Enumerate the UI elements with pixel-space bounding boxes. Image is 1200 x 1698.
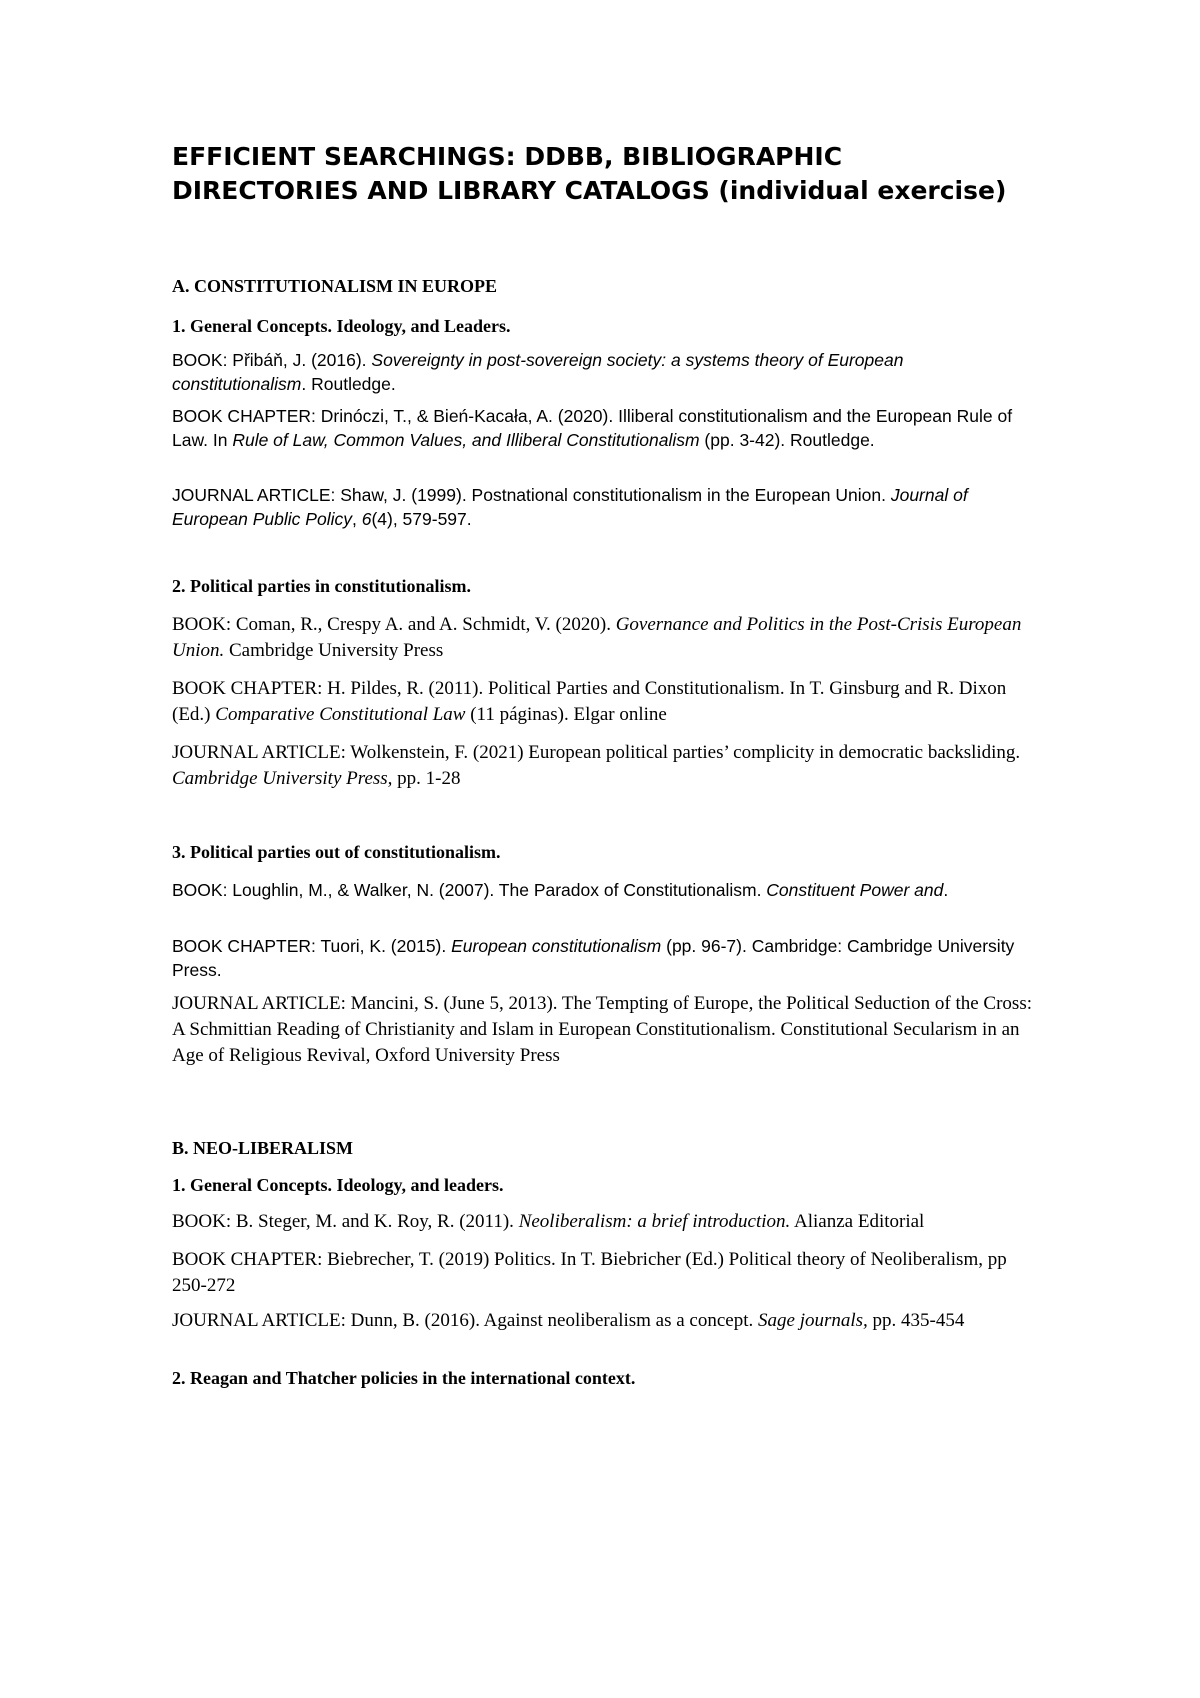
section-a-sub3-book: BOOK: Loughlin, M., & Walker, N. (2007). The Paradox of Constitutionalism. Constituent Power and. xyxy=(172,880,949,900)
section-b-sub2-heading: 2. Reagan and Thatcher policies in the international context. xyxy=(172,1368,636,1388)
section-b-sub1-article: JOURNAL ARTICLE: Dunn, B. (2016). Against neoliberalism as a concept. Sage journals, pp. 435-454 xyxy=(172,1310,965,1331)
section-a-sub3-article: JOURNAL ARTICLE: Mancini, S. (June 5, 2013). The Tempting of Europe, the Political Seduction of the Cross: A Schmittian Reading of Christianity and Islam in European Constitutionalism. Constitutional Secularism in an Age of Religious Revival, Oxford University Press xyxy=(172,993,1033,1066)
section-a-sub2-book: BOOK: Coman, R., Crespy A. and A. Schmidt, V. (2020). Governance and Politics in the Post-Crisis European Union. Cambridge University Press xyxy=(172,614,1022,661)
document-title: EFFICIENT SEARCHINGS: DDBB, BIBLIOGRAPHIC DIRECTORIES AND LIBRARY CATALOGS (individual exercise) xyxy=(172,142,1007,205)
section-b-sub1-chapter: BOOK CHAPTER: Biebrecher, T. (2019) Politics. In T. Biebricher (Ed.) Political theory of Neoliberalism, pp 250-272 xyxy=(172,1249,1007,1296)
section-a-sub1-chapter: BOOK CHAPTER: Drinóczi, T., & Bień-Kacała, A. (2020). Illiberal constitutionalism and the European Rule of Law. In Rule of Law, Common Values, and Illiberal Constitutionalism (pp. 3-42). Routledge. xyxy=(172,406,1013,450)
section-a-sub1-heading: 1. General Concepts. Ideology, and Leaders. xyxy=(172,316,511,336)
section-a-sub3-heading: 3. Political parties out of constitutionalism. xyxy=(172,842,501,862)
section-b-sub1-book: BOOK: B. Steger, M. and K. Roy, R. (2011). Neoliberalism: a brief introduction. Alianza Editorial xyxy=(172,1211,925,1232)
section-b-heading: B. NEO-LIBERALISM xyxy=(172,1138,354,1158)
section-a-sub3-chapter: BOOK CHAPTER: Tuori, K. (2015). European constitutionalism (pp. 96-7). Cambridge: Cambridge University Press. xyxy=(172,936,1015,980)
section-a-sub2-chapter: BOOK CHAPTER: H. Pildes, R. (2011). Political Parties and Constitutionalism. In T. Ginsburg and R. Dixon (Ed.) Comparative Constitutional Law (11 páginas). Elgar online xyxy=(172,678,1007,725)
section-b-sub1-heading: 1. General Concepts. Ideology, and leaders. xyxy=(172,1175,504,1195)
section-a-sub2-article: JOURNAL ARTICLE: Wolkenstein, F. (2021) European political parties’ complicity in democratic backsliding. Cambridge University Press, pp. 1-28 xyxy=(172,742,1021,789)
section-a-sub1-article: JOURNAL ARTICLE: Shaw, J. (1999). Postnational constitutionalism in the European Union. Journal of European Public Policy, 6(4), 579-597. xyxy=(172,485,968,529)
section-a-sub1-book: BOOK: Přibáň, J. (2016). Sovereignty in post-sovereign society: a systems theory of European constitutionalism. Routledge. xyxy=(172,350,904,394)
section-a-heading: A. CONSTITUTIONALISM IN EUROPE xyxy=(172,276,498,296)
section-a-sub2-heading: 2. Political parties in constitutionalism. xyxy=(172,576,471,596)
